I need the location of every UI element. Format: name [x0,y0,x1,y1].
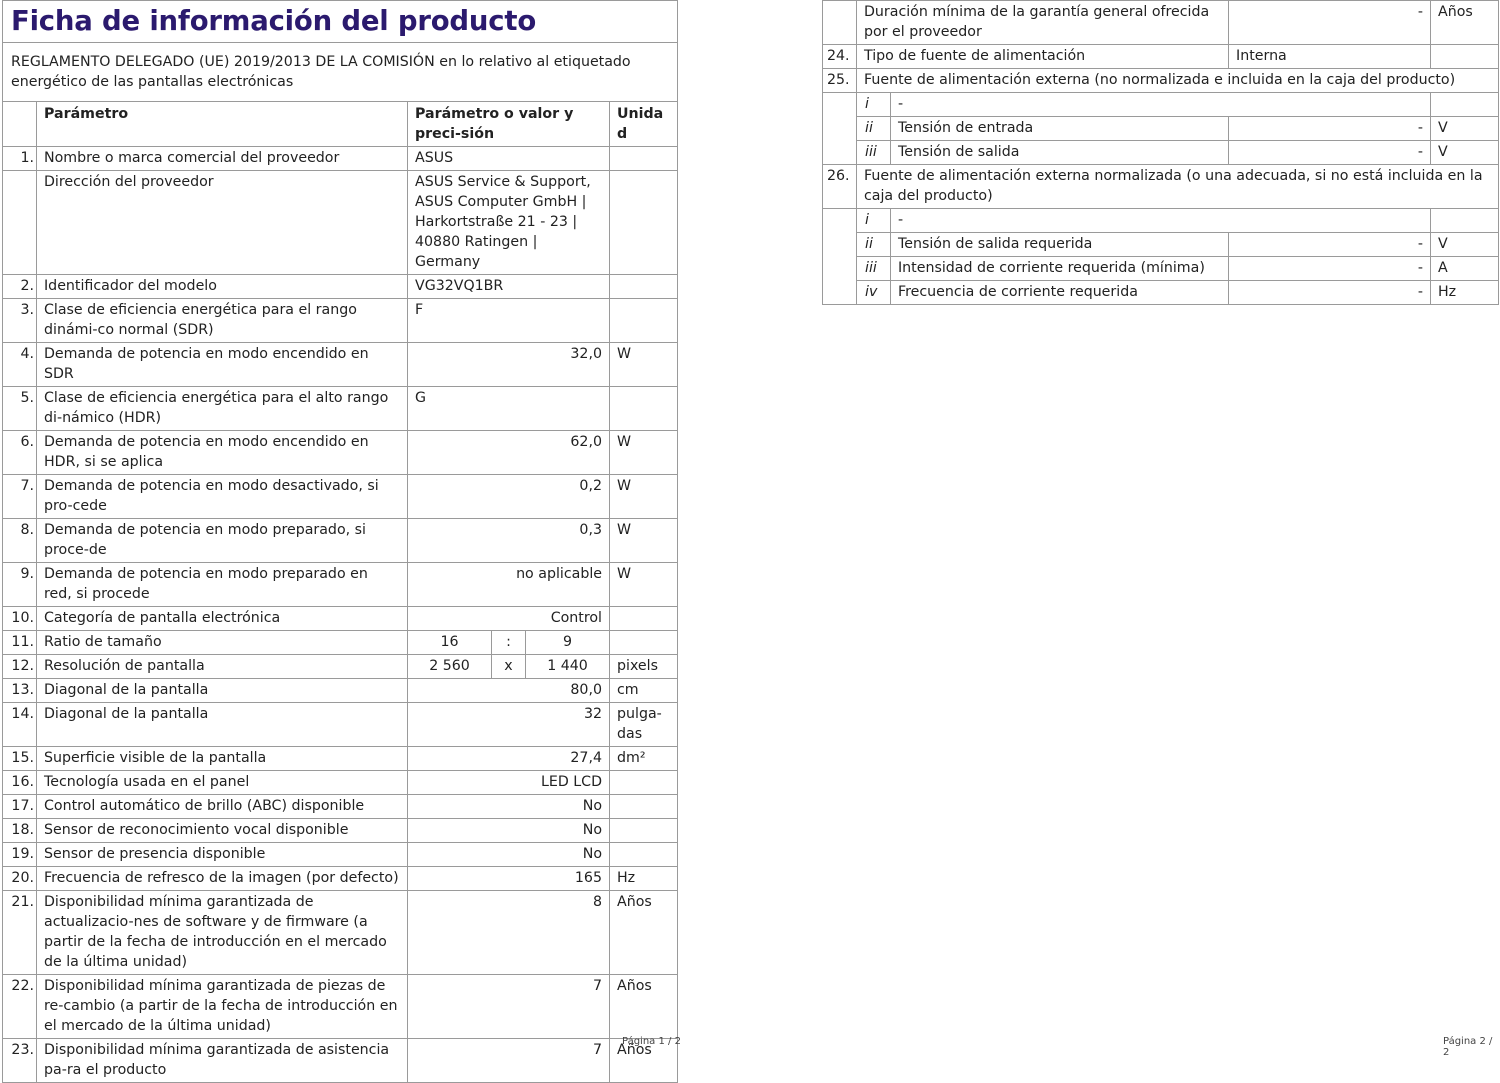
table-row [3,171,678,275]
row-unit: Años [1431,1,1499,45]
row-unit [610,299,678,343]
row-unit [610,147,678,171]
row-value: 8 [408,891,610,975]
row-number: 24. [823,45,857,69]
sdr-efficiency-class: F [408,299,610,343]
header-num [3,102,37,147]
row-label: Disponibilidad mínima garantizada de actualizacio-nes de software y de firmware (a partir de la fecha de introducción en el mercado de la última unidad) [37,891,408,975]
row-value: No [408,843,610,867]
row-value: Control [408,607,610,631]
row-label: Identificador del modelo [37,275,408,299]
row-number [823,1,857,45]
roman-index: ii [857,233,891,257]
row-unit [1431,209,1499,233]
row-value: - [1229,281,1431,305]
row-value: - [1229,117,1431,141]
row-unit: W [610,343,678,387]
hdr-efficiency-class: G [408,387,610,431]
table-row [3,867,678,891]
row-value: 7 [408,1039,610,1083]
row-unit: Hz [1431,281,1499,305]
row-label: Disponibilidad mínima garantizada de piezas de re-cambio (a partir de la fecha de introducción en el mercado de la última unidad) [37,975,408,1039]
row-label: Tensión de salida [891,141,1229,165]
row-unit [610,275,678,299]
table-row [3,975,678,1039]
header-unit: Unidad [610,102,678,147]
row-label: Sensor de presencia disponible [37,843,408,867]
row-label: Frecuencia de refresco de la imagen (por defecto) [37,867,408,891]
power-supply-type: Interna [1229,45,1431,69]
row-value: 0,2 [408,475,610,519]
table-row [3,387,678,431]
row-value: No [408,795,610,819]
table-row [823,93,1499,117]
row-number: 21. [3,891,37,975]
row-number: 19. [3,843,37,867]
row-number: 25. [823,69,857,93]
row-unit [610,819,678,843]
table-row [3,891,678,975]
row-value: - [1229,257,1431,281]
row-label: Intensidad de corriente requerida (mínima) [891,257,1229,281]
table-row [3,631,678,655]
row-unit [610,771,678,795]
resolution-separator: x [492,655,526,679]
table-row [3,679,678,703]
row-number: 15. [3,747,37,771]
header-parameter: Parámetro [37,102,408,147]
aspect-ratio-height: 9 [526,631,610,655]
row-unit [610,843,678,867]
row-unit: W [610,519,678,563]
row-number: 13. [3,679,37,703]
row-label: Demanda de potencia en modo encendido en SDR [37,343,408,387]
roman-index: i [857,93,891,117]
row-label: Categoría de pantalla electrónica [37,607,408,631]
row-label: Tensión de salida requerida [891,233,1229,257]
table-row [823,1,1499,45]
row-value: 80,0 [408,679,610,703]
table-row [3,655,678,679]
row-unit: Años [610,975,678,1039]
page-number: Página 1 / 2 [622,1036,681,1047]
row-label: Demanda de potencia en modo desactivado, si pro-cede [37,475,408,519]
row-unit: A [1431,257,1499,281]
row-value: 32,0 [408,343,610,387]
roman-index: ii [857,117,891,141]
row-number: 14. [3,703,37,747]
row-label: Dirección del proveedor [37,171,408,275]
row-unit [610,171,678,275]
row-number [823,209,857,305]
row-number: 17. [3,795,37,819]
row-label: Frecuencia de corriente requerida [891,281,1229,305]
header-value: Parámetro o valor y preci-sión [408,102,610,147]
row-value: ASUS [408,147,610,171]
row-number: 1. [3,147,37,171]
model-identifier: VG32VQ1BR [408,275,610,299]
power-supply-table [822,0,1499,305]
row-unit: pulga-das [610,703,678,747]
row-number: 10. [3,607,37,631]
table-row [823,141,1499,165]
row-unit [610,795,678,819]
row-label: Demanda de potencia en modo encendido en HDR, si se aplica [37,431,408,475]
row-label: Resolución de pantalla [37,655,408,679]
table-row [3,607,678,631]
row-label: Diagonal de la pantalla [37,703,408,747]
row-unit: W [610,563,678,607]
table-row [823,233,1499,257]
table-row [823,165,1499,209]
table-row [823,69,1499,93]
table-row [823,281,1499,305]
row-unit: V [1431,233,1499,257]
row-label: Diagonal de la pantalla [37,679,408,703]
row-label: Tensión de entrada [891,117,1229,141]
row-value: 165 [408,867,610,891]
table-row [3,747,678,771]
table-row [3,147,678,171]
row-number: 8. [3,519,37,563]
row-unit: V [1431,141,1499,165]
resolution-width: 2 560 [408,655,492,679]
row-number: 20. [3,867,37,891]
table-row [823,257,1499,281]
row-number: 9. [3,563,37,607]
table-row [3,563,678,607]
row-unit: pixels [610,655,678,679]
row-number: 18. [3,819,37,843]
row-value: - [1229,141,1431,165]
row-number: 11. [3,631,37,655]
row-number: 6. [3,431,37,475]
row-label: Tipo de fuente de alimentación [857,45,1229,69]
row-label: Duración mínima de la garantía general ofrecida por el proveedor [857,1,1229,45]
row-unit [610,631,678,655]
row-number: 4. [3,343,37,387]
table-row [823,209,1499,233]
row-label: Ratio de tamaño [37,631,408,655]
row-unit [1431,93,1499,117]
row-value: 7 [408,975,610,1039]
row-unit: V [1431,117,1499,141]
row-label: Sensor de reconocimiento vocal disponible [37,819,408,843]
table-row [3,795,678,819]
row-label: - [891,93,1431,117]
row-number: 22. [3,975,37,1039]
row-number [823,93,857,165]
product-sheet-page-1 [2,0,677,1083]
row-unit: W [610,475,678,519]
row-label: Disponibilidad mínima garantizada de asistencia pa-ra el producto [37,1039,408,1083]
row-label: Demanda de potencia en modo preparado en red, si procede [37,563,408,607]
roman-index: iv [857,281,891,305]
row-label: Clase de eficiencia energética para el alto rango di-námico (HDR) [37,387,408,431]
page-title: Ficha de información del producto [3,1,678,43]
table-row [3,819,678,843]
row-value: LED LCD [408,771,610,795]
table-header-row [3,102,678,147]
row-number: 26. [823,165,857,209]
aspect-ratio-width: 16 [408,631,492,655]
table-row [3,843,678,867]
table-row [3,299,678,343]
table-row [3,1039,678,1083]
row-value: 27,4 [408,747,610,771]
table-row [3,703,678,747]
page-number: Página 2 / 2 [1443,1036,1493,1058]
roman-index: i [857,209,891,233]
row-number: 12. [3,655,37,679]
section-label: Fuente de alimentación externa (no normalizada e incluida en la caja del producto) [857,69,1499,93]
section-label: Fuente de alimentación externa normalizada (o una adecuada, si no está incluida en la caja del producto) [857,165,1499,209]
product-sheet-page-2 [822,0,1498,305]
regulation-text: REGLAMENTO DELEGADO (UE) 2019/2013 DE LA COMISIÓN en lo relativo al etiquetado energético de las pantallas electrónicas [3,43,678,102]
row-unit: cm [610,679,678,703]
table-row [823,117,1499,141]
row-number: 2. [3,275,37,299]
row-unit [1431,45,1499,69]
row-unit: Hz [610,867,678,891]
row-label: Tecnología usada en el panel [37,771,408,795]
table-row [3,519,678,563]
row-label: Control automático de brillo (ABC) disponible [37,795,408,819]
product-info-table [2,0,678,1083]
row-number: 16. [3,771,37,795]
row-unit [610,387,678,431]
roman-index: iii [857,257,891,281]
table-row [823,45,1499,69]
row-value: - [1229,1,1431,45]
row-label: Clase de eficiencia energética para el rango dinámi-co normal (SDR) [37,299,408,343]
resolution-height: 1 440 [526,655,610,679]
row-unit: dm² [610,747,678,771]
table-row [3,275,678,299]
row-value: No [408,819,610,843]
row-unit [610,607,678,631]
row-value: 62,0 [408,431,610,475]
row-label: - [891,209,1431,233]
row-label: Nombre o marca comercial del proveedor [37,147,408,171]
row-unit: Años [610,891,678,975]
row-value: 32 [408,703,610,747]
row-number [3,171,37,275]
table-row [3,771,678,795]
row-number: 23. [3,1039,37,1083]
supplier-address: ASUS Service & Support, ASUS Computer GmbH | Harkortstraße 21 - 23 | 40880 Ratingen | Germany [408,171,610,275]
row-number: 5. [3,387,37,431]
table-row [3,343,678,387]
row-unit: W [610,431,678,475]
row-label: Superficie visible de la pantalla [37,747,408,771]
aspect-ratio-separator: : [492,631,526,655]
roman-index: iii [857,141,891,165]
row-label: Demanda de potencia en modo preparado, si proce-de [37,519,408,563]
table-row [3,475,678,519]
row-number: 3. [3,299,37,343]
row-value: 0,3 [408,519,610,563]
row-value: - [1229,233,1431,257]
row-unit: Años [610,1039,678,1083]
table-row [3,431,678,475]
row-number: 7. [3,475,37,519]
row-value: no aplicable [408,563,610,607]
